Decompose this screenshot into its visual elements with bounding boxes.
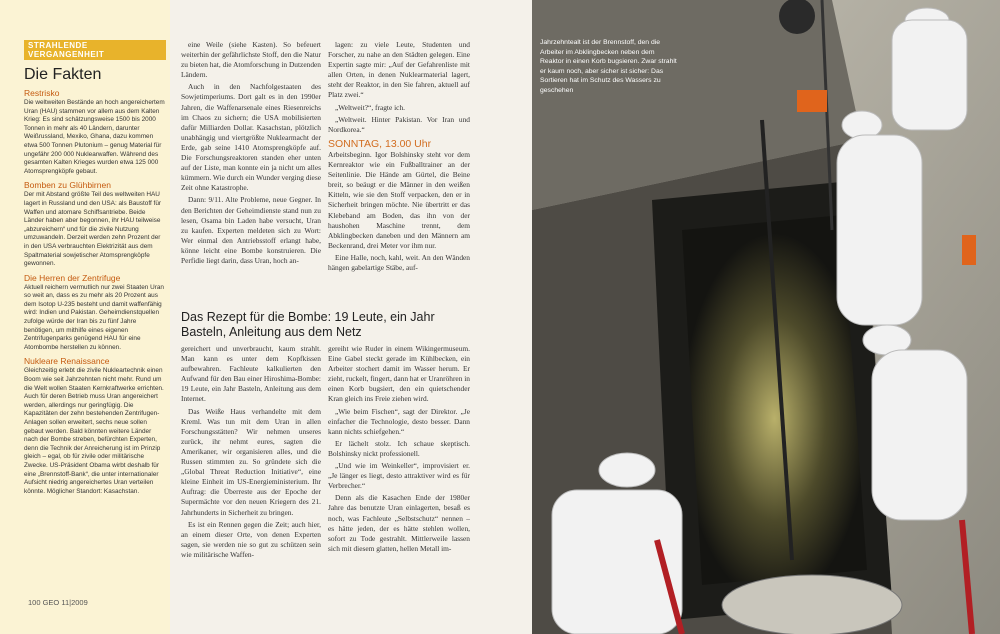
sidebar-heading: Nukleare Renaissance [24,356,110,367]
pull-headline: Das Rezept für die Bombe: 19 Leute, ein Jahr Basteln, Anleitung aus dem Netz [181,310,435,339]
article-column-1 [181,40,321,268]
paragraph: Das Weiße Haus verhandelte mit dem Kreml. Was tun mit dem Uran in allen Forschungsstätten? Wir nehmen unseres zurück, ihr nehmt eures, sagten die Amerikaner, wir organisieren alles, und die Russen stimmten zu. So gründete sich die „Global Threat Reduction Initiative“, eine kleine Einheit im US-Energieministerium. Ihr Auftrag: die Überreste aus der Epoche der Supermächte vor den neuen Kriegern des 21. Jahrhunderts in Sicherheit zu bringen. [181,406,321,517]
section-subhead: SONNTAG, 13.00 Uhr [328,137,432,150]
paragraph: Eine Halle, noch, kahl, weit. An den Wänden hängen gabelartige Stäbe, auf- [328,252,470,272]
sidebar-text: Gleichzeitig erlebt die zivile Nukleartechnik einen Boom wie seit Jahrzehnten nicht mehr. Rund um die Welt wollen Staaten Kernkraftwerke errichten. Auch für deren Betrieb muss Uran angereichert werden, allerdings nur geringfügig. Die Kapazitäten der zehn bestehenden Zentrifugen-Anlagen sollen erweitert, sechs neue sollen gebaut werden. Bald könnten weitere Länder nach der Bombe streben, befürchten Experten, denn die Technik der Anreicherung ist im Prinzip gleich – egal, ob für zivile oder militärische Zwecke. US-Präsident Obama wirbt deshalb für eine „Brennstoff-Bank“, die unter internationaler Aufsicht niedrig angereichertes Uran verteilen könnte. Möglicher Standort: Kasachstan. [24,367,164,495]
paragraph: „Weltweit?“, fragte ich. [335,102,405,112]
paragraph: „Und wie im Weinkeller“, improvisiert er. „Je länger es liegt, desto attraktiver wird es für Verbrecher.“ [328,461,470,491]
article-column-2 [328,40,470,275]
paragraph: „Wie beim Fischen“, sagt der Direktor. „Je einfacher die Technologie, desto besser. Dann kann nichts schiefgehen.“ [328,406,470,436]
paragraph: Es ist ein Rennen gegen die Zeit; auch hier, an einem dieser Orte, von denen Experten sagen, sie werden nie so gut zu schützen sein wie militärische Waffen- [181,519,321,559]
sidebar-kicker: STRAHLENDE VERGANGENHEIT [24,40,166,60]
paragraph: lagen: zu viele Leute, Studenten und Forscher, zu nahe an den Städten gelegen. Eine Expertin sagte mir: „Auf der Gefahrenliste mit allen Orten, in denen Nuklearmaterial lagert, steht der Reaktor, in den Sie fahren, aktuell auf Platz zwei.“ [328,40,470,100]
sidebar-heading: Bomben zu Glühbirnen [24,180,111,191]
sidebar-text: Die weltweiten Bestände an hoch angereichertem Uran (HAU) stammen vor allem aus dem Kalten Krieg: Es sind schätzungsweise 1500 bis 2000 Tonnen in mehr als 40 Ländern, darunter Weißrussland, Mexiko, Ghana, dazu kommen etwa 500 Tonnen Plutonium – genug Material für ungefähr 200 000 Nuklearwaffen. Während des gesamten Kalten Krieges wurden etwa 125 000 Atomsprengköpfe gebaut. [24,99,165,175]
paragraph: Er lächelt stolz. Ich schaue skeptisch. Bolshinsky nickt professionell. [328,438,470,458]
paragraph: Dann: 9/11. Alte Probleme, neue Gegner. In den Berichten der Geheimdienste stand nun zu lesen, Osama bin Laden habe versucht, Uran zu kaufen. Experten meldeten sich zu Wort: Wer einmal den Antriebsstoff erlangt habe, könne leicht eine Bombe konstruieren. Die Perfidie liegt darin, dass Uran, hoch an- [181,195,321,265]
paragraph: gereichert und unverbraucht, kaum strahlt. Man kann es unter dem Kopfkissen aufbewahren. Fachleute kalkulierten den Aufwand für den Bau einer Hiroshima-Bombe: 19 Leute, ein Jahr Basteln, Anleitung aus dem Internet. [181,344,321,404]
article-column-3 [181,344,321,562]
paragraph: eine Weile (siehe Kasten). So befeuert weiterhin der gefährlichste Stoff, den die Natur zu bieten hat, die Atomforschung in Dutzenden Ländern. [181,40,321,80]
sidebar-heading: Restrisko [24,88,60,98]
article-column-4 [328,344,470,556]
paragraph: „Weltweit. Hinter Pakistan. Vor Iran und Nordkorea.“ [328,114,470,134]
sidebar-title: Die Fakten [24,66,102,83]
paragraph: gereiht wie Ruder in einem Wikingermuseum. Eine Gabel steckt gerade im Kühlbecken, ein Arbeiter stochert damit im Wasser herum. Er zieht, ruckelt, fingert, dann hat er Uranröhren in einen Korb bugsiert, den ein quietschender Kran gleich ins Freie ziehen wird. [328,344,471,404]
fact-box [24,40,166,496]
paragraph: Arbeitsbeginn. Igor Bolshinsky steht vor dem Kernreaktor wie ein Fußballtrainer an der Seitenlinie. Die Hände am Gürtel, die Beine breit, so beäugt er die Männer in den weißen Kitteln, wie sie den Stoff verpacken, den er in Sicherheit bringen möchte. Nie übertritt er das Klebeband am Boden, das ihn von der haushohen Maschine trennt, dem Abklingbecken daneben und den Männern am Beckenrand, drei Meter vor ihm nur. [328,149,470,250]
sidebar-text: Aktuell reichern vermutlich nur zwei Staaten Uran so weit an, dass es zu mehr als 20 Prozent aus dem Isotop U-235 besteht und damit waffenfähig wird: Indien und Pakistan. Geheimdienstquellen zufolge würde der Iran bis zu fünf Jahre benötigen, um mithilfe eines eigenen Zentrifugenparks genügend HAU für eine Atombombe herstellen zu können. [24,283,164,351]
sidebar-text: Der mit Abstand größte Teil des weltweiten HAU lagert in Russland und den USA: als Baustoff für Waffen und atomare Schiffsantriebe. Beide Länder haben aber begonnen, ihr HAU teilweise „abzureichern“ und für die zivile Nutzung umzuwandeln. Derzeit werden zehn Prozent der in den USA verbrauchten Elektrizität aus dem Spaltmaterial sowjetischer Atomsprengköpfe gewonnen. [24,191,162,268]
paragraph: Auch in den Nachfolgestaaten des Sowjetimperiums. Dort galt es in den 1990er Jahren, die Waffenarsenale eines Riesenreichs im Chaos zu sichern; die USA mobilisierten dafür Milliarden Dollar. Kasachstan, plötzlich unabhängig und viertgrößte Nuklearmacht der Erde, gab seine 1410 Atomsprengköpfe auf. Die Forschungsreaktoren standen eher unten auf der Liste, man konnte ein ja nicht um alles kümmern. Wie durch ein Wunder verging diese Zeit ohne Katastrophe. [181,82,321,193]
page-folio: 100 GEO 11|2009 [28,598,88,607]
sidebar-heading: Die Herren der Zentrifuge [24,272,121,283]
photo-caption: Jahrzehntealt ist der Brennstoff, den die Arbeiter im Abklingbecken neben dem Reaktor in einen Korb bugsieren. Zwar strahlt er kaum noch, aber sicher ist sicher: Das Sortieren hat im Schutz des Wassers zu geschehen [540,39,677,94]
paragraph: Denn als die Kasachen Ende der 1980er Jahre das benutzte Uran einlagerten, besaß es noch, was Fachleute „Selbstschutz“ nennen – es hätte jeden, der es hätte stehlen wollen, sofort zu Tode gestrahlt. Mittlerweile lassen sich mit diesem glatten, hellen Metall im- [328,493,470,553]
fact-sidebar [0,0,170,634]
